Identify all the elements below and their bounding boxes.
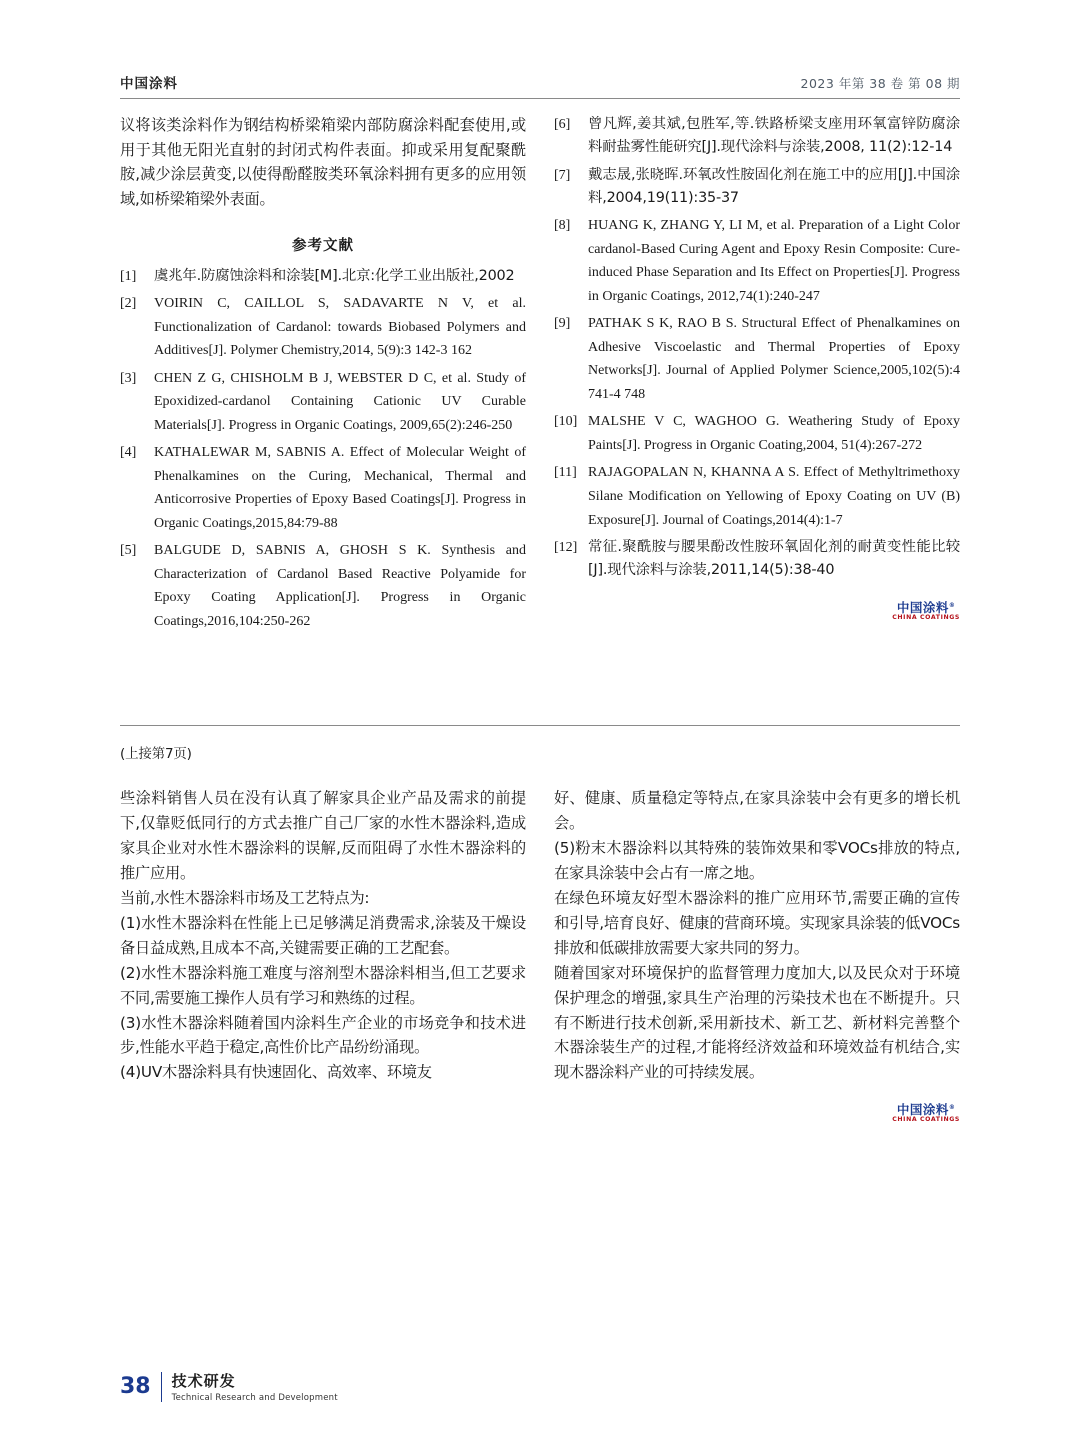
reference-number: [7] [554, 167, 571, 183]
reference-text: PATHAK S K, RAO B S. Structural Effect of Phenalkamines on Adhesive Viscoelastic and Thermal Properties of Epoxy Networks[J]. Journal of Applied Polymer Science,2005,102(5):4 741-4 748 [588, 316, 960, 402]
paragraph: (5)粉末木器涂料以其特殊的装饰效果和零VOCs排放的特点,在家具涂装中会占有一席之地。 [554, 839, 960, 882]
reference-text: RAJAGOPALAN N, KHANNA A S. Effect of Methyltrimethoxy Silane Modification on Yellowing of Epoxy Coating on UV (B) Exposure[J]. Journal of Coatings,2014(4):1-7 [588, 465, 960, 528]
reference-number: [9] [554, 316, 571, 332]
reference-text: VOIRIN C, CAILLOL S, SADAVARTE N V, et al. Functionalization of Cardanol: towards Biobased Polymers and Additives[J]. Polymer Chemistry,2014, 5(9):3 142-3 162 [154, 296, 526, 359]
reference-text: 曾凡辉,姜其斌,包胜军,等.铁路桥梁支座用环氧富锌防腐涂料耐盐雾性能研究[J].现代涂料与涂装,2008, 11(2):12-14 [588, 116, 960, 156]
page-header [120, 0, 960, 99]
reference-number: [2] [120, 296, 137, 312]
references-heading: 参考文献 [292, 237, 354, 254]
logo-cn-text [892, 601, 960, 614]
continued-note: (上接第7页) [120, 746, 192, 763]
paragraph: (2)水性木器涂料施工难度与溶剂型木器涂料相当,但工艺要求不同,需要施工操作人员有学习和熟练的过程。 [120, 963, 526, 1007]
paragraph: 当前,水性木器涂料市场及工艺特点为: [120, 888, 370, 907]
references-list-left [120, 265, 526, 634]
logo-en-label: CHINA COATINGS [892, 1116, 960, 1124]
list-item [554, 461, 960, 532]
trademark-icon: ® [948, 601, 956, 609]
bottom-left-column [120, 786, 526, 1124]
list-item [120, 441, 526, 535]
reference-number: [12] [554, 540, 578, 556]
reference-text: MALSHE V C, WAGHOO G. Weathering Study of Epoxy Paints[J]. Progress in Organic Coating,2004, 51(4):267-272 [588, 414, 960, 453]
list-item [554, 164, 960, 211]
reference-text: 常征.聚酰胺与腰果酚改性胺环氧固化剂的耐黄变性能比较[J].现代涂料与涂装,2011,14(5):38-40 [588, 539, 960, 579]
reference-number: [1] [120, 268, 137, 284]
list-item [120, 367, 526, 438]
article-divider [120, 725, 960, 726]
logo-inner [892, 601, 960, 622]
bottom-columns [120, 786, 960, 1124]
paragraph: (3)水性木器涂料随着国内涂料生产企业的市场竞争和技术进步,性能水平趋于稳定,高性价比产品纷纷涌现。 [120, 1013, 526, 1057]
paragraph: 随着国家对环境保护的监督管理力度加大,以及民众对于环境保护理念的增强,家具生产治理的污染技术也在不断提升。只有不断进行技术创新,采用新技术、新工艺、新材料完善整个木器涂装生产的过程,才能将经济效益和环境效益有机结合,实现木器涂料产业的可持续发展。 [554, 963, 960, 1082]
list-item [120, 539, 526, 633]
list-item [554, 536, 960, 583]
list-item [120, 265, 526, 289]
footer-section [172, 1370, 338, 1403]
page-footer [120, 1370, 338, 1403]
closing-paragraph: 议将该类涂料作为钢结构桥梁箱梁内部防腐涂料配套使用,或用于其他无阳光直射的封闭式构件表面。抑或采用复配聚酰胺,减少涂层黄变,以使得酚醛胺类环氧涂料拥有更多的应用领域,如桥梁箱梁外表面。 [120, 116, 526, 208]
list-item [554, 113, 960, 160]
list-item [554, 312, 960, 406]
top-right-column [554, 113, 960, 637]
section-name-cn: 技术研发 [171, 1372, 236, 1390]
top-left-column [120, 113, 526, 637]
reference-text: CHEN Z G, CHISHOLM B J, WEBSTER D C, et al. Study of Epoxidized-cardanol Containing Cationic UV Curable Materials[J]. Progress in Organic Coatings, 2009,65(2):246-250 [154, 370, 526, 433]
journal-name: 中国涂料 [120, 76, 178, 92]
logo-en-label: CHINA COATINGS [892, 613, 960, 621]
issue-info: 2023 年第 38 卷 第 08 期 [800, 76, 960, 91]
section-name-en: Technical Research and Development [171, 1393, 338, 1403]
logo-cn-label: 中国涂料 [896, 1102, 949, 1118]
bottom-right-column [554, 786, 960, 1124]
top-columns [120, 113, 960, 637]
list-item [554, 410, 960, 457]
reference-number: [3] [120, 370, 137, 386]
logo-inner [892, 1103, 960, 1124]
china-coatings-logo-top [554, 601, 960, 622]
page-number: 38 [120, 1374, 151, 1399]
paragraph: 好、健康、质量稳定等特点,在家具涂装中会有更多的增长机会。 [554, 789, 960, 833]
reference-text: KATHALEWAR M, SABNIS A. Effect of Molecular Weight of Phenalkamines on the Curing, Mechanical, Thermal and Anticorrosive Properties of Epoxy Based Coatings[J]. Progress in Organic Coatings,2015,84:79-88 [154, 445, 526, 531]
reference-number: [4] [120, 445, 137, 461]
paragraph: (1)水性木器涂料在性能上已足够满足消费需求,涂装及干燥设备日益成熟,且成本不高,关键需要正确的工艺配套。 [120, 913, 526, 957]
paragraph: 些涂料销售人员在没有认真了解家具企业产品及需求的前提下,仅靠贬低同行的方式去推广自己厂家的水性木器涂料,造成家具企业对水性木器涂料的误解,反而阻碍了水性木器涂料的推广应用。 [120, 789, 526, 882]
reference-number: [11] [554, 465, 577, 481]
reference-number: [10] [554, 414, 578, 430]
reference-text: BALGUDE D, SABNIS A, GHOSH S K. Synthesis and Characterization of Cardanol Based Reactive Polyamide for Epoxy Coating Application[J]. Progress in Organic Coatings,2016,104:250-262 [154, 543, 526, 629]
logo-cn-label: 中国涂料 [896, 599, 949, 615]
footer-divider [161, 1372, 162, 1402]
list-item [120, 292, 526, 363]
paragraph: 在绿色环境友好型木器涂料的推广应用环节,需要正确的宣传和引导,培育良好、健康的营商环境。实现家具涂装的低VOCs排放和低碳排放需要大家共同的努力。 [554, 888, 960, 957]
references-list-right [554, 113, 960, 583]
china-coatings-logo-bottom [554, 1103, 960, 1124]
reference-number: [6] [554, 117, 571, 132]
paragraph: (4)UV木器涂料具有快速固化、高效率、环境友 [120, 1063, 432, 1082]
trademark-icon: ® [948, 1104, 956, 1112]
reference-text: 戴志晟,张晓晖.环氧改性胺固化剂在施工中的应用[J].中国涂料,2004,19(11):35-37 [588, 166, 960, 206]
reference-number: [8] [554, 218, 571, 234]
reference-text: HUANG K, ZHANG Y, LI M, et al. Preparation of a Light Color cardanol-Based Curing Agent and Epoxy Resin Composite: Cure-induced Phase Separation and Its Effect on Properties[J]. Progress in Organic Coatings, 2012,74(1):240-247 [588, 218, 960, 304]
reference-text: 虞兆年.防腐蚀涂料和涂装[M].北京:化学工业出版社,2002 [154, 267, 515, 284]
list-item [554, 214, 960, 308]
logo-cn-text [892, 1103, 960, 1116]
reference-number: [5] [120, 543, 137, 559]
